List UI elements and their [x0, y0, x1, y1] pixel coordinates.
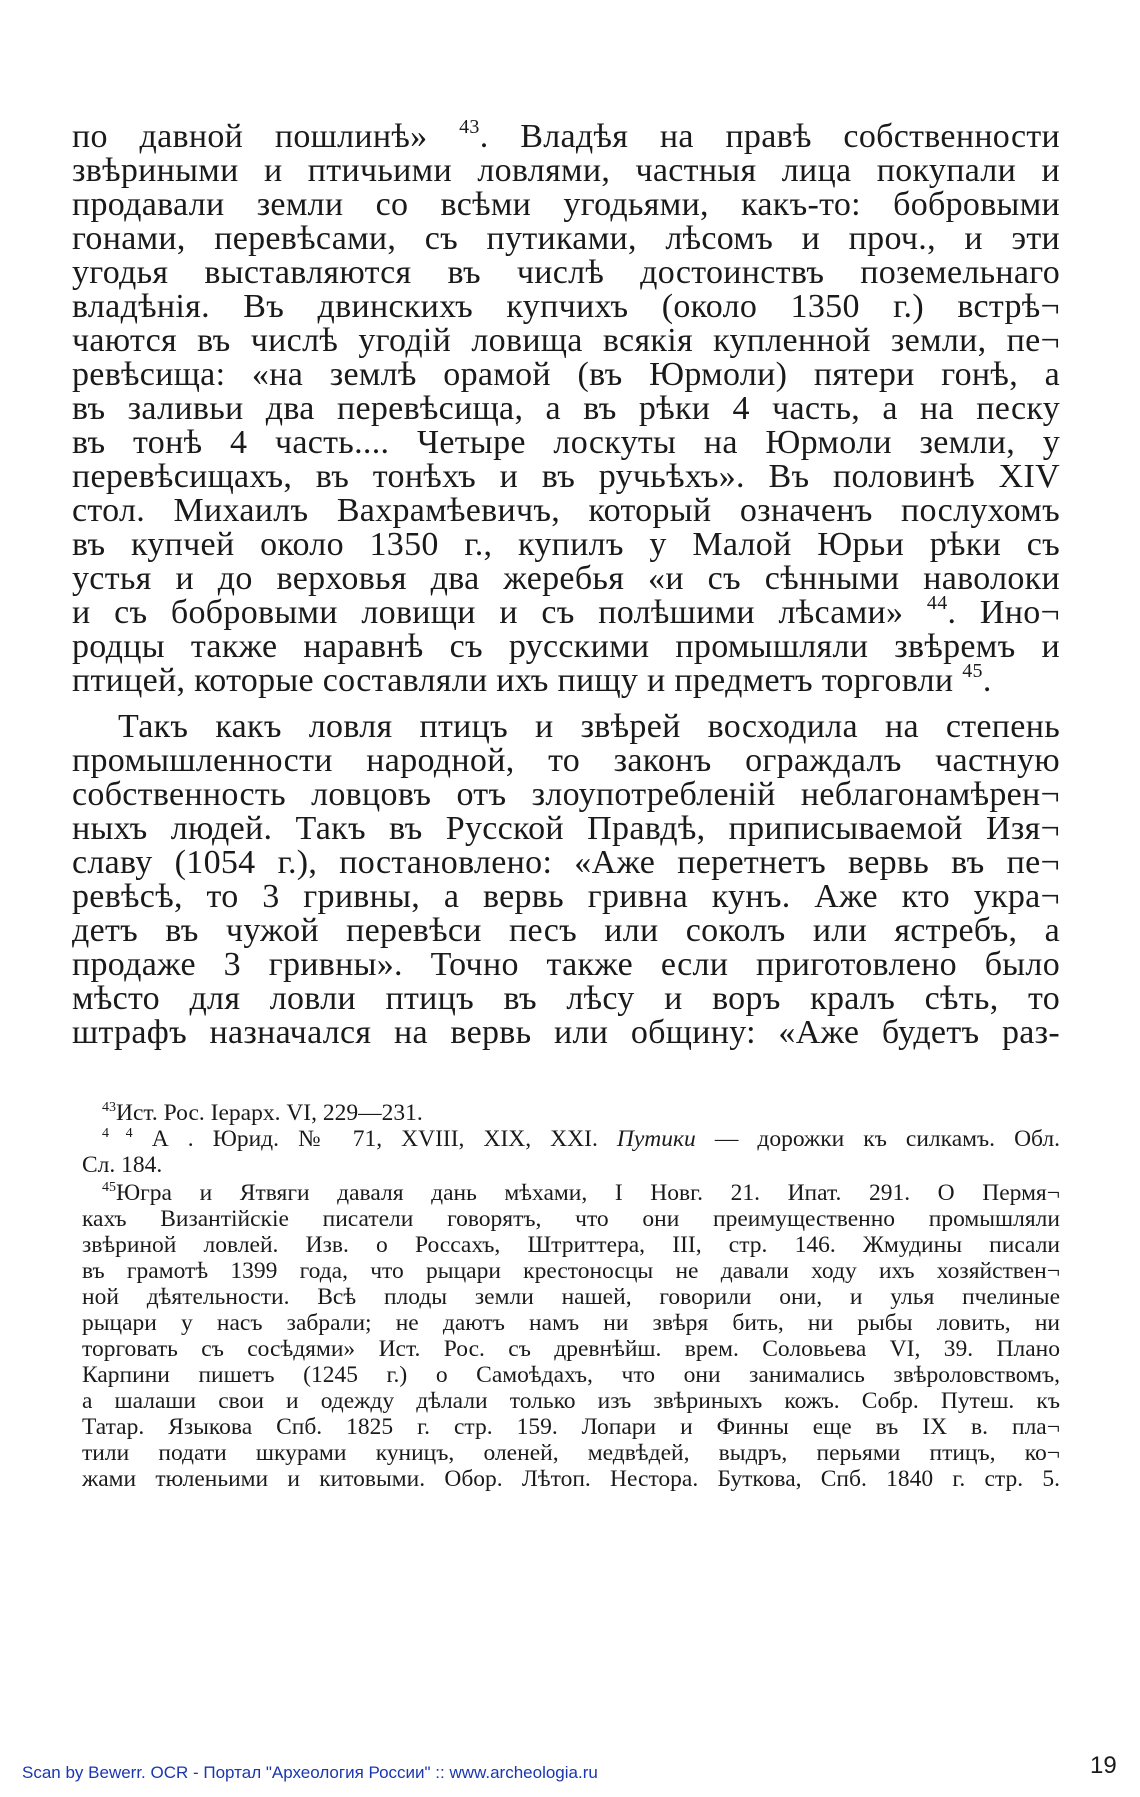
footnote-line: въ грамотѣ 1399 года, что рыцари крестоносцы не давали ходу ихъ хозяйствен¬ [82, 1258, 1060, 1284]
page-number: 19 [1090, 1752, 1117, 1779]
footnote-45: $^{45}$Югра и Ятвяги даваля дань мѣхами, I Новг. 21. Ипат. 291. О Пермя¬ [102, 1180, 1060, 1206]
text-line: штрафъ назначался на вервь или общину: «Аже будетъ раз- [72, 1014, 1060, 1051]
footnote-line: жами тюленьими и китовыми. Обор. Лѣтоп. Нестора. Буткова, Спб. 1840 г. стр. 5. [82, 1466, 1060, 1492]
footnote-term: Путики [616, 1126, 696, 1152]
text-line: перевѣсищахъ, въ тонѣхъ и въ ручьѣхъ». Въ половинѣ XIV [72, 458, 1060, 495]
text-line: продаже 3 гривны». Точно также если приготовлено было [72, 946, 1060, 983]
text-line: по давной пошлинѣ» $^{43}$. Владѣя на правѣ собственности [72, 116, 1061, 155]
footnote-44: $^{4 4}$ А . Юрид. № 71, XVIII, XIX, XXI. Путики — дорожки къ силкамъ. Обл. [102, 1126, 1061, 1152]
footnote-ref-45: 45 [962, 660, 983, 682]
footnote-ref-43: 43 [459, 116, 480, 138]
text-line: чаются въ числѣ угодій ловища всякія купленной земли, пе¬ [72, 322, 1060, 359]
footnote-line: Татар. Языкова Спб. 1825 г. стр. 159. Лопари и Финны еще въ IX в. пла¬ [82, 1414, 1060, 1440]
scan-credit-link[interactable]: Scan by Bewerr. OCR - Портал "Археология России" :: www.archeologia.ru [22, 1763, 598, 1782]
text-line: мѣсто для ловли птицъ въ лѣсу и воръ кралъ сѣть, то [72, 980, 1060, 1017]
paragraph-first-line: Такъ какъ ловля птицъ и звѣрей восходила на степень [118, 708, 1060, 745]
footnote-line: а шалаши свои и одежду дѣлали только изъ звѣриныхъ кожъ. Собр. Путеш. къ [82, 1388, 1060, 1414]
text-line: стол. Михаилъ Вахрамѣевичъ, который означенъ послухомъ [72, 492, 1060, 529]
footnote-line: кахъ Византiйскiе писатели говорятъ, что они преимущественно промышляли [82, 1206, 1060, 1232]
text-line: угодья выставляются въ числѣ достоинствъ поземельнаго [72, 254, 1060, 291]
text-line: славу (1054 г.), постановлено: «Аже перетнетъ вервь въ пе¬ [72, 844, 1060, 881]
footnote-line: тили подати шкурами куницъ, оленей, медвѣдей, выдръ, перьями птицъ, ко¬ [82, 1440, 1060, 1466]
text-line: детъ въ чужой перевѣси песъ или соколъ или ястребъ, а [72, 912, 1060, 949]
footnote-line: ной дѣятельности. Всѣ плоды земли нашей, говорили они, и улья пчелиные [82, 1284, 1060, 1310]
footnote-line: рыцари у насъ забрали; не даютъ намъ ни звѣря бить, ни рыбы ловить, ни [82, 1310, 1060, 1336]
text-line: промышленности народной, то законъ ограждалъ частную [72, 742, 1060, 779]
text-line: гонами, перевѣсами, съ путиками, лѣсомъ и проч., и эти [72, 220, 1060, 257]
text-line: и съ бобровыми ловищи и съ полѣшими лѣсами» $^{44}$. Ино¬ [72, 592, 1060, 631]
text-line: собственность ловцовъ отъ злоупотребленій неблагонамѣрен¬ [72, 776, 1060, 813]
text-line: звѣриными и птичьими ловлями, частныя лица покупали и [72, 152, 1060, 189]
text-line: птицей, которые составляли ихъ пищу и предметъ торговли $^{45}$. [72, 660, 992, 699]
text-line: продавали земли со всѣми угодьями, какъ-то: бобровыми [72, 186, 1060, 223]
text-line: владѣнія. Въ двинскихъ купчихъ (около 1350 г.) встрѣ¬ [72, 288, 1060, 325]
text-line: устья и до верховья два жеребья «и съ сѣнными наволоки [72, 560, 1060, 597]
text-line: ревѣсища: «на землѣ орамой (въ Юрмоли) пятери гонѣ, а [72, 356, 1060, 393]
footnote-ref-44: 44 [926, 592, 948, 614]
text-line: ревѣсѣ, то 3 гривны, а вервь гривна кунъ. Аже кто укра¬ [72, 878, 1060, 915]
footnote-line: звѣриной ловлей. Изв. о Россахъ, Штриттера, III, стр. 146. Жмудины писали [82, 1232, 1060, 1258]
footnote-44-cont: Сл. 184. [82, 1152, 163, 1178]
text-line: родцы также наравнѣ съ русскими промышляли звѣремъ и [72, 628, 1060, 665]
text-line: ныхъ людей. Такъ въ Русской Правдѣ, приписываемой Изя¬ [72, 810, 1060, 847]
footnote-line: торговать съ сосѣдями» Ист. Рос. съ древнѣйш. врем. Соловьева VI, 39. Плано [82, 1336, 1060, 1362]
text-line: въ купчей около 1350 г., купилъ у Малой Юрьи рѣки съ [72, 526, 1060, 563]
text-line: въ заливьи два перевѣсища, а въ рѣки 4 часть, а на песку [72, 390, 1060, 427]
footnote-line: Карпини пишетъ (1245 г.) о Самоѣдахъ, что они занимались звѣроловствомъ, [82, 1362, 1060, 1388]
text-line: въ тонѣ 4 часть.... Четыре лоскуты на Юрмоли земли, у [72, 424, 1060, 461]
footnote-43: $^{43}$Ист. Рос. Iерарх. VI, 229—231. [102, 1100, 423, 1126]
